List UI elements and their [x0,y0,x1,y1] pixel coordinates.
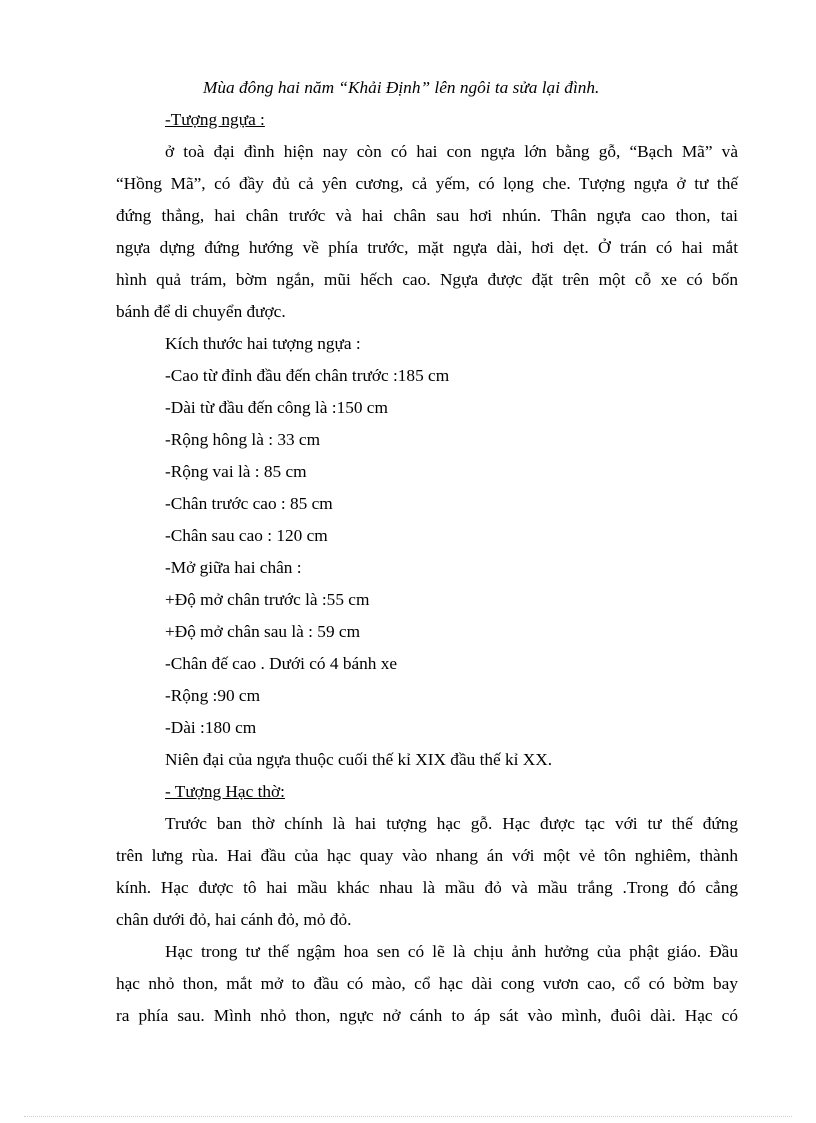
horse-paragraph-line: đứng thẳng, hai chân trước và hai chân sau hơi nhún. Thân ngựa cao thon, tai [116,206,738,225]
size-item: -Cao từ đỉnh đầu đến chân trước :185 cm [165,366,450,385]
size-item: -Chân đế cao . Dưới có 4 bánh xe [165,654,398,673]
crane-paragraph-line: chân dưới đỏ, hai cánh đỏ, mỏ đỏ. [116,910,352,929]
size-item: -Mở giữa hai chân : [165,558,302,577]
crane-paragraph-line: hạc nhỏ thon, mắt mở to đầu có mào, cổ hạc dài cong vươn cao, cổ có bờm bay [116,974,738,993]
horse-paragraph-line: hình quả trám, bờm ngắn, mũi hếch cao. Ngựa được đặt trên một cỗ xe có bốn [116,270,738,289]
crane-heading: - Tượng Hạc thờ: [165,782,285,801]
size-item: -Chân sau cao : 120 cm [165,526,328,545]
page-bottom-rule [24,1116,792,1117]
horse-paragraph-line: ở toà đại đình hiện nay còn có hai con ngựa lớn bằng gỗ, “Bạch Mã” và [165,142,738,161]
size-item: +Độ mở chân trước là :55 cm [165,590,370,609]
crane-paragraph-line: trên lưng rùa. Hai đầu của hạc quay vào nhang án với một vẻ tôn nghiêm, thành [116,846,738,865]
era-line: Niên đại của ngựa thuộc cuối thế kỉ XIX đầu thế kỉ XX. [165,750,553,769]
horse-paragraph-line: ngựa dựng đứng hướng về phía trước, mặt ngựa dài, hơi dẹt. Ở trán có hai mắt [116,238,738,257]
crane-paragraph-line: kính. Hạc được tô hai mầu khác nhau là mầu đỏ và mầu trắng .Trong đó cẳng [116,878,738,897]
size-item: -Chân trước cao : 85 cm [165,494,333,513]
horse-heading: -Tượng ngựa : [165,110,265,129]
caption-line: Mùa đông hai năm “Khải Định” lên ngôi ta sửa lại đình. [203,78,600,97]
size-item: +Độ mở chân sau là : 59 cm [165,622,361,641]
size-item: -Rộng :90 cm [165,686,261,705]
size-item: -Rộng hông là : 33 cm [165,430,321,449]
size-item: -Rộng vai là : 85 cm [165,462,307,481]
size-item: -Dài :180 cm [165,718,257,737]
horse-paragraph-line: “Hồng Mã”, có đầy đủ cả yên cương, cả yếm, có lọng che. Tượng ngựa ở tư thế [116,174,738,193]
crane-paragraph-line: ra phía sau. Mình nhỏ thon, ngực nở cánh to áp sát vào mình, đuôi dài. Hạc có [116,1006,738,1025]
crane-paragraph-line: Hạc trong tư thế ngậm hoa sen có lẽ là chịu ảnh hưởng của phật giáo. Đầu [165,942,738,961]
size-title: Kích thước hai tượng ngựa : [165,334,361,353]
crane-paragraph-line: Trước ban thờ chính là hai tượng hạc gỗ. Hạc được tạc với tư thế đứng [165,814,738,833]
size-item: -Dài từ đầu đến công là :150 cm [165,398,388,417]
horse-paragraph-line: bánh để di chuyển được. [116,302,286,321]
